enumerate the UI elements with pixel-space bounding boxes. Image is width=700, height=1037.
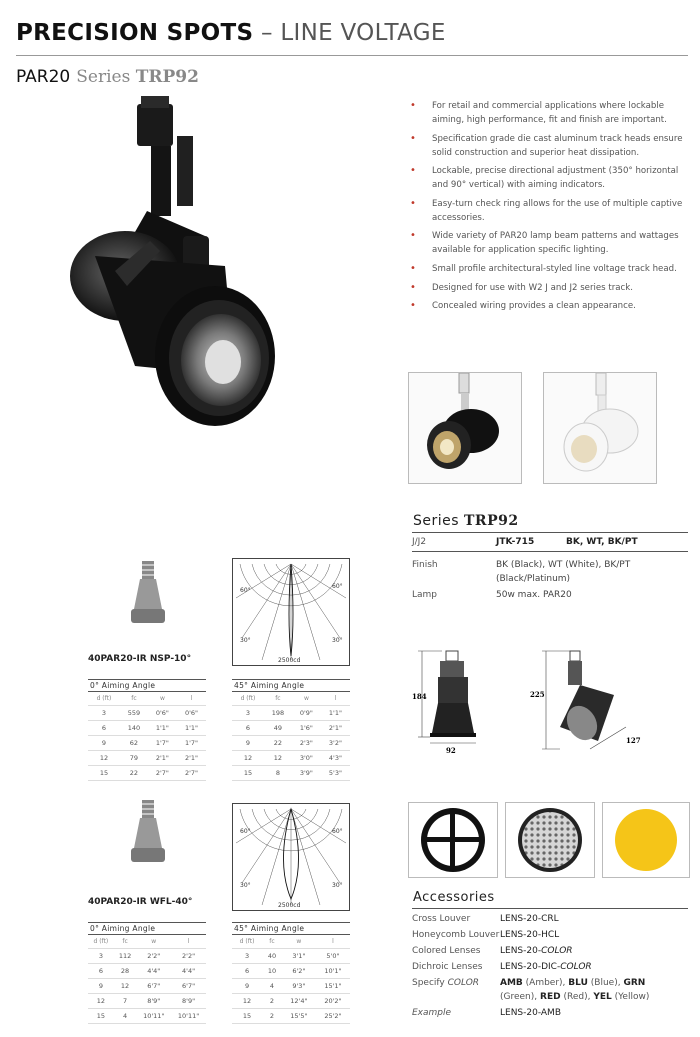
lamp-name: 40PAR20-IR WFL-40° xyxy=(88,897,193,907)
accessory-label: Cross Louver xyxy=(412,914,471,924)
accessory-value: LENS-20-CRL xyxy=(500,914,559,924)
polar-label: 2500cd xyxy=(278,902,301,909)
table-row: 6 140 1'1" 1'1" xyxy=(88,721,206,736)
finish-label: Finish xyxy=(412,560,438,570)
subtitle-lamp: PAR20 xyxy=(16,67,71,87)
photometric-table-45deg xyxy=(232,922,350,1024)
table-title: 45° Aiming Angle xyxy=(232,923,350,935)
col-header: w xyxy=(148,692,177,706)
accessories-divider xyxy=(412,908,688,909)
dim-side-depth: 127 xyxy=(626,736,641,745)
colored-lens-image xyxy=(602,802,690,878)
col-header: l xyxy=(316,935,350,949)
table-row: 9 4 9'3" 15'1" xyxy=(232,979,350,994)
lamp-label: Lamp xyxy=(412,590,438,600)
lamp-icon-nsp xyxy=(128,561,168,631)
table-row: 3 112 2'2" 2'2" xyxy=(88,949,206,964)
table-row: 3 559 0'6" 0'6" xyxy=(88,706,206,721)
finish-thumb-white xyxy=(543,372,657,484)
table-row: 15 22 2'7" 2'7" xyxy=(88,766,206,781)
table-row: 9 62 1'7" 1'7" xyxy=(88,736,206,751)
polar-label: 60° xyxy=(332,828,343,835)
photometric-table-0deg xyxy=(88,922,206,1024)
col-header: d (ft) xyxy=(232,935,262,949)
accessory-value: LENS-20-HCL xyxy=(500,930,560,940)
table-row: 15 2 15'5" 25'2" xyxy=(232,1009,350,1024)
title-divider xyxy=(16,55,688,56)
lamp-icon-wfl xyxy=(128,800,168,870)
title-rest: – LINE VOLTAGE xyxy=(253,20,446,46)
polar-diagram-nsp xyxy=(232,558,350,666)
subtitle-series: Series xyxy=(76,67,131,87)
table-row: 9 12 6'7" 6'7" xyxy=(88,979,206,994)
polar-label: 30° xyxy=(240,882,251,889)
accessory-row xyxy=(412,975,688,1005)
table-row: 12 79 2'1" 2'1" xyxy=(88,751,206,766)
accessory-row xyxy=(412,911,688,927)
col-header: fc xyxy=(114,935,137,949)
table-row: 12 12 3'0" 4'3" xyxy=(232,751,350,766)
spec-title-code: TRP92 xyxy=(464,513,519,529)
accessory-row xyxy=(412,943,688,959)
col-header: w xyxy=(282,935,316,949)
table-row: 6 10 6'2" 10'1" xyxy=(232,964,350,979)
dimension-drawing-side xyxy=(530,645,650,760)
col-header: fc xyxy=(264,692,292,706)
col-header: l xyxy=(177,692,206,706)
accessories-table xyxy=(412,911,688,1021)
track-label: J/J2 xyxy=(412,533,496,552)
feature-item: • Designed for use with W2 J and J2 series track. xyxy=(408,281,688,295)
feature-item: • Wide variety of PAR20 lamp beam patterns and wattages available for application specific lighting. xyxy=(408,229,688,257)
accessory-label: Colored Lenses xyxy=(412,946,481,956)
spec-title-label: Series xyxy=(413,513,460,529)
product-image-track-head xyxy=(55,96,295,431)
page-subtitle xyxy=(16,67,199,87)
feature-item: • Concealed wiring provides a clean appearance. xyxy=(408,299,688,313)
table-title: 0° Aiming Angle xyxy=(88,680,206,692)
col-header: d (ft) xyxy=(88,935,114,949)
col-header: d (ft) xyxy=(232,692,264,706)
feature-list xyxy=(408,99,688,318)
accessory-value: LENS-20-COLOR xyxy=(500,946,573,956)
table-row: 15 4 10'11" 10'11" xyxy=(88,1009,206,1024)
col-header: l xyxy=(171,935,206,949)
polar-label: 60° xyxy=(240,587,251,594)
honeycomb-louver-image xyxy=(505,802,595,878)
table-row: 6 49 1'6" 2'1" xyxy=(232,721,350,736)
track-finishes: BK, WT, BK/PT xyxy=(566,533,688,552)
photometric-table-45deg xyxy=(232,679,350,781)
polar-diagram-wfl xyxy=(232,803,350,911)
table-row: 15 8 3'9" 5'3" xyxy=(232,766,350,781)
feature-item: • Specification grade die cast aluminum track heads ensure solid construction and superior heat dissipation. xyxy=(408,132,688,160)
table-title: 45° Aiming Angle xyxy=(232,680,350,692)
spec-title xyxy=(413,513,519,529)
lamp-value: 50w max. PAR20 xyxy=(496,590,572,600)
col-header: d (ft) xyxy=(88,692,120,706)
cross-louver-image xyxy=(408,802,498,878)
page-title xyxy=(16,20,446,46)
accessories-title: Accessories xyxy=(413,890,495,905)
table-row: 9 22 2'3" 3'2" xyxy=(232,736,350,751)
specify-color-label: Specify COLOR xyxy=(412,978,480,988)
col-header: l xyxy=(321,692,350,706)
col-header: w xyxy=(136,935,171,949)
dim-side-height: 225 xyxy=(530,690,545,699)
accessory-row xyxy=(412,927,688,943)
col-header: w xyxy=(292,692,321,706)
polar-label: 30° xyxy=(332,882,343,889)
table-row: 12 7 8'9" 8'9" xyxy=(88,994,206,1009)
accessory-row xyxy=(412,959,688,975)
col-header: fc xyxy=(120,692,148,706)
accessory-label: Honeycomb Louver xyxy=(412,930,500,940)
table-row: 12 2 12'4" 20'2" xyxy=(232,994,350,1009)
finish-value: BK (Black), WT (White), BK/PT (Black/Platinum) xyxy=(496,560,631,584)
feature-item: • Small profile architectural-styled line voltage track head. xyxy=(408,262,688,276)
accessory-value: LENS-20-DIC-COLOR xyxy=(500,962,592,972)
dim-front-height: 184 xyxy=(412,692,427,701)
lamp-name: 40PAR20-IR NSP-10° xyxy=(88,654,192,664)
example-value: LENS-20-AMB xyxy=(500,1008,561,1018)
accessory-row xyxy=(412,1005,688,1021)
dimension-drawing-front xyxy=(412,645,512,755)
col-header: fc xyxy=(262,935,282,949)
track-model: JTK-715 xyxy=(496,533,566,552)
feature-item: • Lockable, precise directional adjustment (350° horizontal and 90° vertical) with aiming indicators. xyxy=(408,164,688,192)
table-row: 3 40 3'1" 5'0" xyxy=(232,949,350,964)
table-row: 6 28 4'4" 4'4" xyxy=(88,964,206,979)
finish-thumb-black xyxy=(408,372,522,484)
photometric-table-0deg xyxy=(88,679,206,781)
polar-label: 30° xyxy=(240,637,251,644)
subtitle-code: TRP92 xyxy=(135,67,199,87)
color-options: AMB (Amber), BLU (Blue), GRN (Green), RED (Red), YEL (Yellow) xyxy=(500,978,650,1002)
feature-item: • For retail and commercial applications where lockable aiming, high performance, fit and finish are important. xyxy=(408,99,688,127)
table-row: 3 198 0'9" 1'1" xyxy=(232,706,350,721)
spec-table xyxy=(412,532,688,603)
polar-label: 60° xyxy=(332,583,343,590)
feature-item: • Easy-turn check ring allows for the use of multiple captive accessories. xyxy=(408,197,688,225)
polar-label: 2500cd xyxy=(278,657,301,664)
title-bold: PRECISION SPOTS xyxy=(16,20,254,46)
dim-front-width: 92 xyxy=(446,746,456,755)
polar-label: 30° xyxy=(332,637,343,644)
example-label: Example xyxy=(412,1008,452,1018)
polar-label: 60° xyxy=(240,828,251,835)
accessory-label: Dichroic Lenses xyxy=(412,962,483,972)
table-title: 0° Aiming Angle xyxy=(88,923,206,935)
